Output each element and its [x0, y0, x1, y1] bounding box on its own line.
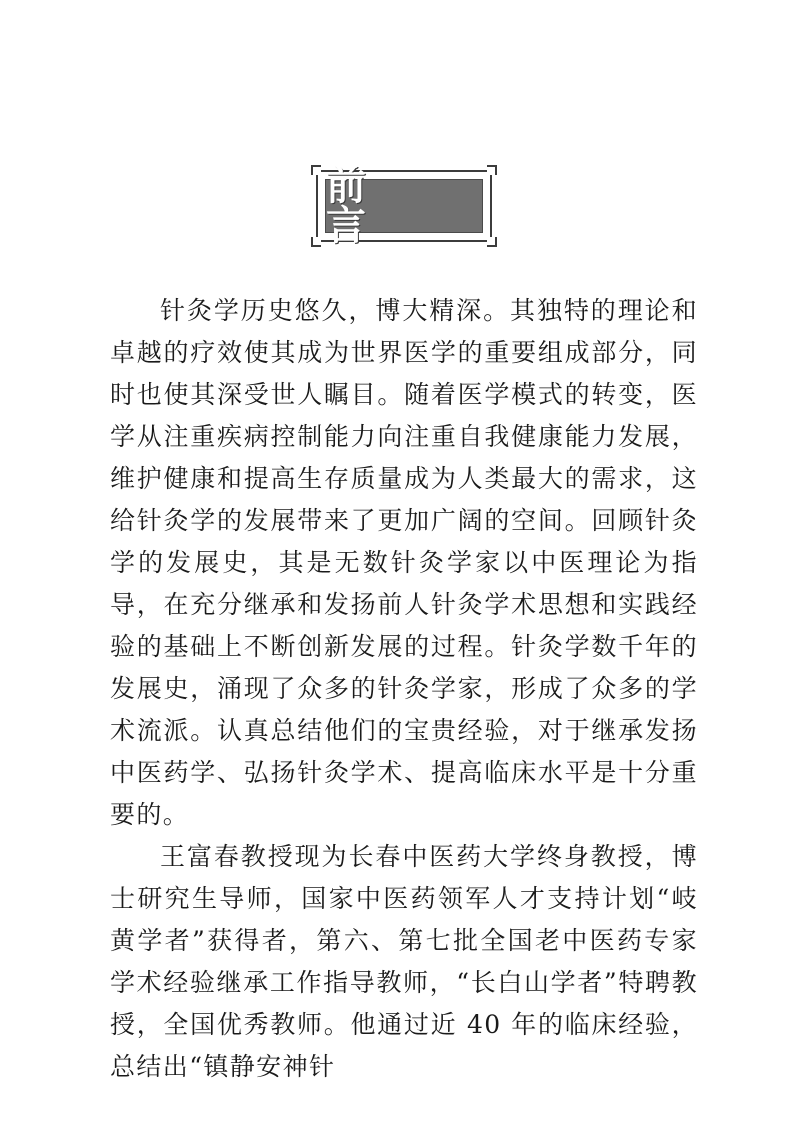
- preface-body: [110, 290, 698, 1088]
- paragraph-1: 针灸学历史悠久，博大精深。其独特的理论和卓越的疗效使其成为世界医学的重要组成部分，同时也使其深受世人瞩目。随着医学模式的转变，医学从注重疾病控制能力向注重自我健康能力发展，维护健康和提高生存质量成为人类最大的需求，这给针灸学的发展带来了更加广阔的空间。回顾针灸学的发展史，其是无数针灸学家以中医理论为指导，在充分继承和发扬前人针灸学术思想和实践经验的基础上不断创新发展的过程。针灸学数千年的发展史，涌现了众多的针灸学家，形成了众多的学术流派。认真总结他们的宝贵经验，对于继承发扬中医药学、弘扬针灸学术、提高临床水平是十分重要的。: [110, 296, 698, 829]
- title-plate: [325, 163, 483, 249]
- paragraph-2: 王富春教授现为长春中医药大学终身教授，博士研究生导师，国家中医药领军人才支持计划“岐黄学者”获得者，第六、第七批全国老中医药专家学术经验继承工作指导教师，“长白山学者”特聘教授，全国优秀教师。他通过近 40 年的临床经验，总结出“镇静安神针: [110, 842, 698, 1081]
- badge-corner-ornament: [311, 237, 321, 247]
- title-badge: [316, 163, 492, 249]
- page-title: 前 言: [326, 163, 402, 249]
- badge-corner-ornament: [311, 165, 321, 175]
